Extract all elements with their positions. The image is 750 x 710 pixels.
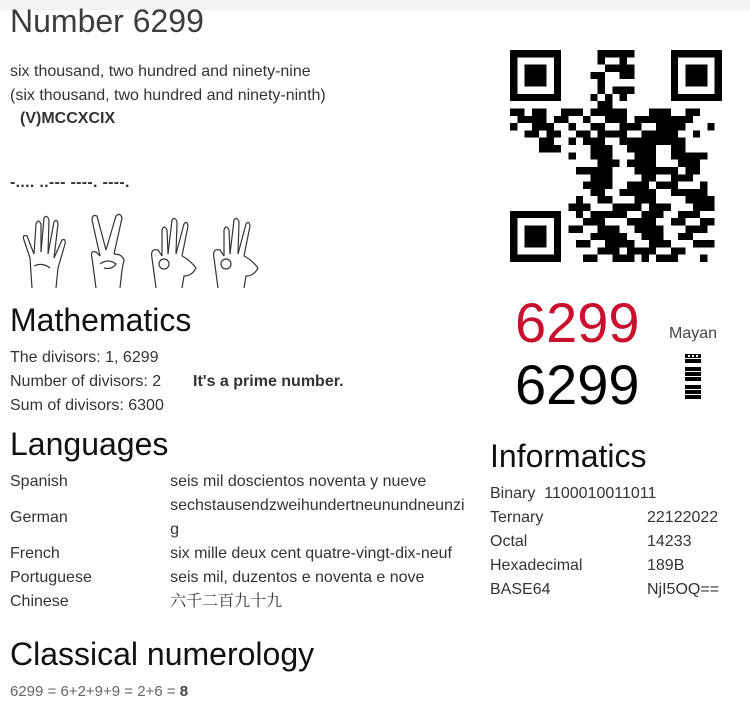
numerology-result: 8	[179, 683, 189, 700]
divisors-text: The divisors: 1, 6299	[10, 349, 159, 366]
hand-six-icon	[18, 210, 74, 292]
mayan-numeral-icon	[684, 354, 702, 400]
number-of-divisors: Number of divisors: 2	[10, 373, 162, 390]
morse-code: -.... ..--- ----. ----.	[10, 174, 130, 191]
informatics-heading: Informatics	[490, 438, 647, 474]
numerology-sum: 6299 = 6+2+9+9 = 2+6 =	[10, 683, 180, 700]
language-text: sechstausendzweihundertneunundneunzig	[170, 497, 465, 538]
table-row	[10, 566, 470, 590]
table-row	[490, 578, 740, 602]
roman-numeral: (V)MCCXCIX	[20, 110, 116, 127]
numerology-equation	[10, 681, 188, 703]
sum-of-divisors: Sum of divisors: 6300	[10, 397, 164, 414]
language-name: Portuguese	[10, 569, 92, 586]
base-value: 14233	[647, 533, 692, 550]
table-row	[490, 554, 740, 578]
binary-row	[490, 482, 656, 506]
binary-label: Binary	[490, 485, 536, 502]
base-value: 189B	[647, 557, 685, 574]
base-label: Ternary	[490, 509, 544, 526]
page-title: Number 6299	[10, 3, 204, 39]
number-display-black: 6299	[515, 353, 640, 416]
informatics-table	[490, 506, 740, 602]
hand-nine-icon	[208, 210, 264, 292]
table-row	[10, 542, 470, 566]
table-row	[10, 494, 470, 542]
mayan-label: Mayan	[669, 325, 718, 342]
language-name: German	[10, 509, 68, 526]
hand-nine-icon	[146, 210, 202, 292]
language-name: Chinese	[10, 593, 69, 610]
language-text: six mille deux cent quatre-vingt-dix-neuf	[170, 545, 452, 562]
table-row	[10, 590, 470, 614]
base-label: Octal	[490, 533, 528, 550]
table-row	[490, 530, 740, 554]
language-name: Spanish	[10, 473, 68, 490]
language-text: seis mil doscientos noventa y nueve	[170, 473, 427, 490]
number-display-red: 6299	[515, 291, 640, 354]
base-label: Hexadecimal	[490, 557, 583, 574]
languages-heading: Languages	[10, 426, 169, 462]
hand-two-icon	[82, 210, 138, 292]
numerology-heading: Classical numerology	[10, 636, 315, 672]
language-text: 六千二百九十九	[170, 593, 283, 610]
prime-note: It's a prime number.	[193, 373, 344, 390]
qr-code	[510, 50, 722, 262]
table-row	[490, 506, 740, 530]
languages-table	[10, 470, 470, 614]
base-value: NjI5OQ==	[647, 581, 720, 598]
binary-value: 1100010011011	[544, 485, 657, 502]
table-row	[10, 470, 470, 494]
base-label: BASE64	[490, 581, 551, 598]
ordinal-words: (six thousand, two hundred and ninety-ninth)	[10, 87, 326, 104]
mathematics-heading: Mathematics	[10, 302, 192, 338]
number-words: six thousand, two hundred and ninety-nine	[10, 63, 311, 80]
base-value: 22122022	[647, 509, 719, 526]
language-text: seis mil, duzentos e noventa e nove	[170, 569, 425, 586]
language-name: French	[10, 545, 60, 562]
